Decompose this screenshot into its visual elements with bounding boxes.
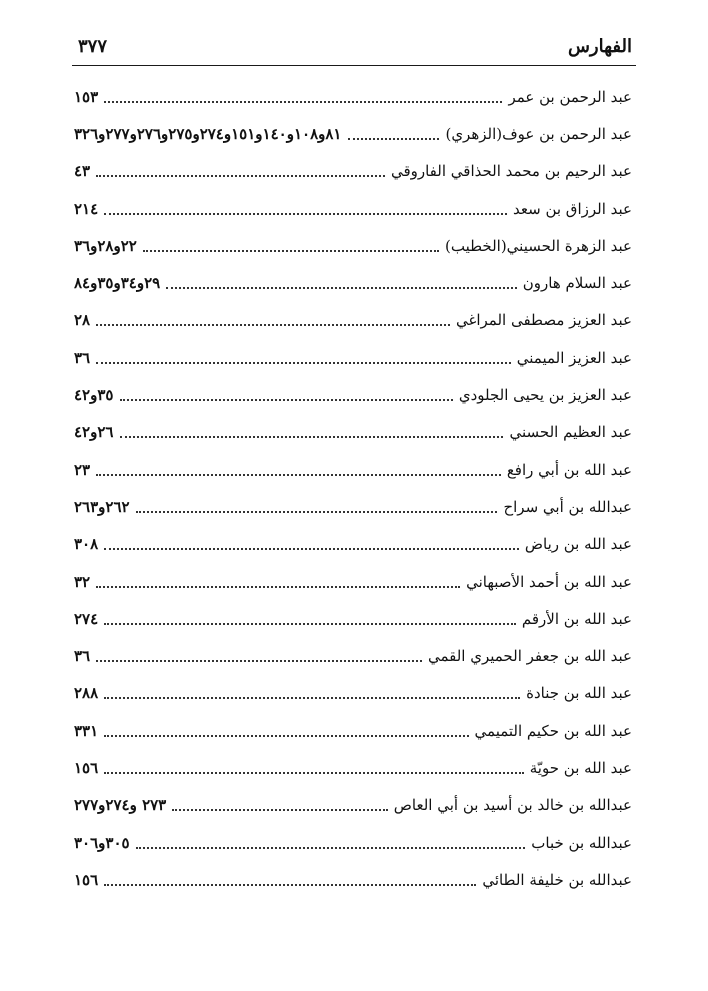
entry-name: عبد الله بن أحمد الأصبهاني — [466, 572, 632, 591]
entry-pages: ٢٩و٣٤و٣٥و٨٤ — [74, 274, 161, 293]
dot-leader — [104, 623, 516, 625]
entry-pages: ٢١٤ — [74, 199, 99, 218]
entry-name: عبد الله بن أبي رافع — [506, 460, 632, 479]
dot-leader — [96, 660, 422, 662]
entry-name: عبد الله بن حكيم التميمي — [474, 721, 632, 740]
entry-name: عبد العظيم الحسني — [509, 423, 632, 442]
dot-leader — [120, 436, 504, 438]
entry-pages: ٣٢ — [74, 572, 91, 591]
index-entry — [72, 861, 636, 898]
entry-pages: ٣٣١ — [74, 721, 99, 740]
dot-leader — [104, 772, 524, 774]
index-entry — [72, 264, 636, 301]
dot-leader — [143, 250, 439, 252]
entry-name: عبد الرحمن بن عوف(الزهري) — [445, 124, 632, 143]
dot-leader — [104, 213, 507, 215]
dot-leader — [96, 362, 511, 364]
dot-leader — [104, 884, 476, 886]
index-entry — [72, 302, 636, 339]
entry-name: عبد الرحمن بن عمر — [508, 87, 632, 106]
index-entry — [72, 787, 636, 824]
dot-leader — [96, 586, 460, 588]
page-header — [72, 28, 636, 66]
index-entry — [72, 488, 636, 525]
entry-pages: ٢٣ — [74, 460, 91, 479]
entry-name: عبد الله بن جعفر الحميري القمي — [427, 647, 632, 666]
index-entry — [72, 414, 636, 451]
index-entry — [72, 78, 636, 115]
entry-name: عبد الله بن الأرقم — [521, 609, 632, 628]
index-entry — [72, 190, 636, 227]
entry-pages: ٣٦ — [74, 348, 91, 367]
index-page — [72, 28, 636, 968]
entry-pages: ٣٠٥و٣٠٦ — [74, 833, 130, 852]
entry-pages: ٢٦٢و٢٦٣ — [74, 497, 130, 516]
index-entry — [72, 339, 636, 376]
index-entry — [72, 749, 636, 786]
dot-leader — [96, 324, 450, 326]
dot-leader — [166, 287, 517, 289]
index-entry — [72, 115, 636, 152]
entry-name: عبدالله بن خالد بن أسيد بن أبي العاص — [393, 796, 632, 815]
entry-pages: ٢٧٤ — [74, 609, 99, 628]
entry-name: عبدالله بن خباب — [531, 833, 632, 852]
dot-leader — [136, 847, 526, 849]
index-entry — [72, 600, 636, 637]
entry-pages: ٢٨٨ — [74, 684, 99, 703]
entry-pages: ٢٢و٢٨و٣٦ — [74, 236, 137, 255]
entry-name: عبدالله بن خليفة الطائي — [482, 870, 632, 889]
dot-leader — [136, 511, 498, 513]
entry-pages: ١٥٦ — [74, 870, 99, 889]
dot-leader — [96, 474, 501, 476]
index-entry — [72, 526, 636, 563]
dot-leader — [96, 175, 385, 177]
entry-pages: ٣٠٨ — [74, 535, 99, 554]
dot-leader — [172, 809, 388, 811]
entry-pages: ٤٣ — [74, 162, 91, 181]
dot-leader — [104, 697, 520, 699]
index-entry — [72, 563, 636, 600]
section-title: الفهارس — [567, 36, 632, 57]
entry-name: عبد الله بن رياض — [524, 535, 632, 554]
index-entry — [72, 153, 636, 190]
entry-name: عبد السلام هارون — [522, 274, 632, 293]
dot-leader — [104, 735, 468, 737]
entry-name: عبد الرحيم بن محمد الحذاقي الفاروقي — [390, 162, 632, 181]
entry-pages: ١٥٦ — [74, 758, 99, 777]
page-number: ٣٧٧ — [78, 36, 108, 57]
entry-name: عبدالله بن أبي سراح — [503, 497, 632, 516]
dot-leader — [120, 399, 453, 401]
dot-leader — [104, 101, 502, 103]
entry-pages: ١٥٣ — [74, 87, 99, 106]
index-entry — [72, 451, 636, 488]
entry-pages: ٢٨ — [74, 311, 91, 330]
entry-pages: ٣٥و٤٢ — [74, 386, 114, 405]
index-entry — [72, 227, 636, 264]
entry-pages: ٣٦ — [74, 647, 91, 666]
entry-name: عبد الرزاق بن سعد — [513, 199, 632, 218]
index-entries — [72, 78, 636, 899]
index-entry — [72, 712, 636, 749]
entry-name: عبد العزيز بن يحيى الجلودي — [458, 386, 632, 405]
entry-name: عبد العزيز الميمني — [516, 348, 632, 367]
index-entry — [72, 675, 636, 712]
dot-leader — [348, 138, 440, 140]
index-entry — [72, 376, 636, 413]
entry-pages: ٨١و١٠٨و١٤٠و١٥١و٢٧٤و٢٧٥و٢٧٦و٢٧٧و٣٢٦ — [74, 124, 342, 143]
entry-name: عبد الله بن حويّة — [529, 758, 632, 777]
entry-name: عبد الله بن جنادة — [526, 684, 632, 703]
entry-pages: ٢٦و٤٢ — [74, 423, 114, 442]
entry-name: عبد الزهرة الحسيني(الخطيب) — [445, 236, 632, 255]
dot-leader — [104, 548, 519, 550]
entry-name: عبد العزيز مصطفى المراغي — [456, 311, 632, 330]
index-entry — [72, 637, 636, 674]
entry-pages: ٢٧٣ و٢٧٤و٢٧٧ — [74, 796, 167, 815]
index-entry — [72, 824, 636, 861]
